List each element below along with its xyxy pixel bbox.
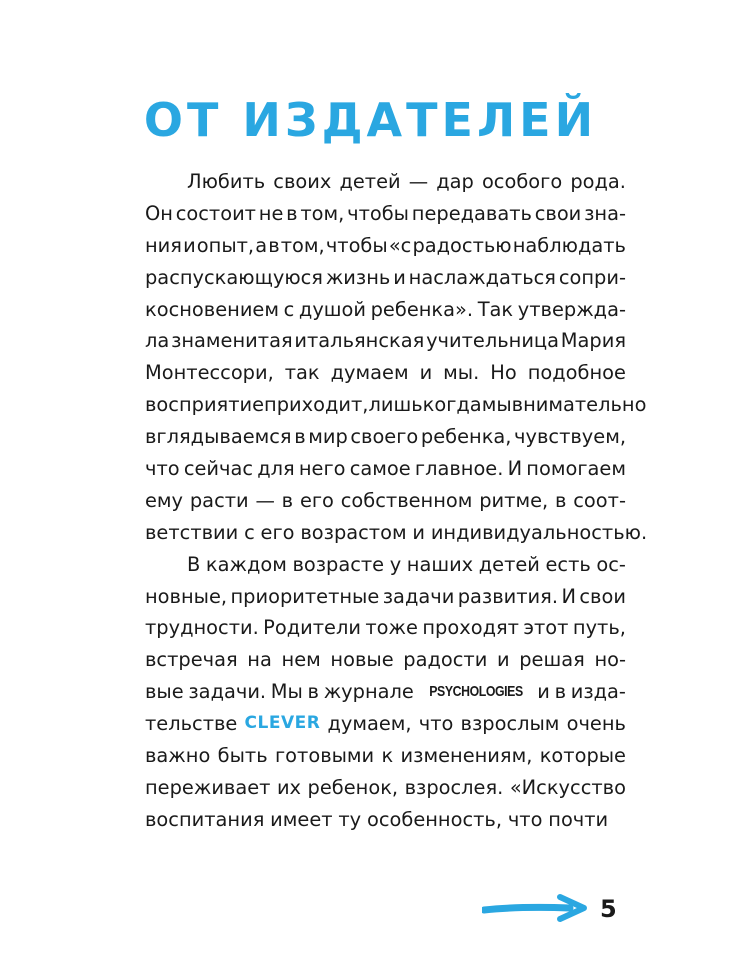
word: расти bbox=[189, 488, 249, 512]
word: возрастом bbox=[300, 520, 407, 544]
word: ла bbox=[145, 329, 170, 353]
word: имеет bbox=[270, 807, 333, 831]
word: косновением bbox=[145, 297, 279, 321]
word: индивидуальностью. bbox=[430, 520, 648, 544]
word: И bbox=[561, 584, 576, 608]
word: приходит, bbox=[264, 393, 369, 417]
word: очень bbox=[566, 712, 626, 736]
word: задачи bbox=[382, 584, 455, 608]
word: ребенок, bbox=[307, 775, 399, 799]
word: готовыми bbox=[274, 744, 375, 768]
text-line bbox=[145, 804, 626, 836]
body-text bbox=[145, 166, 648, 836]
word: важно bbox=[145, 744, 211, 768]
word: у bbox=[389, 552, 402, 576]
word: мир bbox=[308, 425, 348, 449]
word: «Искусство bbox=[509, 775, 626, 799]
word: итальянская bbox=[294, 329, 425, 353]
text-line bbox=[145, 198, 626, 230]
word: и bbox=[393, 265, 406, 289]
word: своих bbox=[273, 170, 332, 193]
word: к bbox=[381, 744, 394, 768]
word: думаем bbox=[330, 361, 409, 385]
word: Он bbox=[145, 201, 173, 225]
word: состоит bbox=[175, 201, 256, 225]
text-line bbox=[145, 644, 626, 676]
psychologies-logo: PSYCHOLOGIES bbox=[428, 683, 523, 701]
word: восприятие bbox=[145, 393, 265, 417]
word: для bbox=[257, 457, 295, 481]
text-line bbox=[145, 740, 626, 772]
word: «с bbox=[388, 233, 412, 257]
word: которые bbox=[539, 744, 626, 768]
text-line bbox=[145, 612, 626, 644]
word: ритме, bbox=[479, 488, 549, 512]
word: трудности. bbox=[145, 616, 259, 640]
word: что bbox=[507, 807, 543, 831]
text-line bbox=[145, 581, 626, 613]
text-line bbox=[145, 325, 626, 357]
word: Любить bbox=[187, 170, 266, 193]
word: новые bbox=[330, 648, 394, 672]
word: И bbox=[507, 457, 523, 481]
word: тельстве bbox=[145, 712, 238, 736]
text-line bbox=[145, 485, 626, 517]
word: в bbox=[281, 488, 294, 512]
word: мы. bbox=[443, 361, 480, 385]
word: него bbox=[298, 457, 346, 481]
word: и bbox=[412, 520, 426, 544]
word: распускающуюся bbox=[145, 265, 323, 289]
text-line bbox=[145, 708, 626, 740]
word: в bbox=[286, 201, 298, 225]
word: помогаем bbox=[526, 457, 626, 481]
word: опыт, bbox=[196, 233, 255, 257]
text-line bbox=[145, 772, 626, 804]
word: что bbox=[145, 457, 180, 481]
word: не bbox=[258, 201, 284, 225]
word: — bbox=[408, 170, 429, 193]
text-line bbox=[145, 421, 626, 453]
word: и bbox=[183, 233, 196, 257]
word: что bbox=[418, 712, 454, 736]
word: главное. bbox=[414, 457, 504, 481]
text-line bbox=[145, 294, 626, 326]
word: наблюдать bbox=[512, 233, 626, 257]
clever-logo: CLEVER bbox=[244, 713, 321, 734]
word: в bbox=[268, 233, 280, 257]
word: вые bbox=[145, 680, 184, 704]
word: изменениям, bbox=[400, 744, 533, 768]
word: сопри- bbox=[558, 265, 626, 289]
word: взрослея. bbox=[404, 775, 504, 799]
word: радости bbox=[403, 648, 488, 672]
word: ребенка, bbox=[420, 425, 512, 449]
word: чтобы bbox=[347, 201, 409, 225]
word: проходят bbox=[422, 616, 519, 640]
word: радостью bbox=[412, 233, 512, 257]
text-line bbox=[145, 262, 626, 294]
word: его bbox=[299, 488, 334, 512]
word: и bbox=[537, 680, 550, 704]
page-title: ОТ ИЗДАТЕЛЕЙ bbox=[143, 93, 598, 147]
word: свои bbox=[579, 584, 626, 608]
word: свои bbox=[534, 201, 582, 225]
word: Монтессори, bbox=[145, 361, 274, 385]
word: сейчас bbox=[183, 457, 254, 481]
word: воспитания bbox=[145, 807, 265, 831]
word: в bbox=[555, 488, 567, 512]
word: собственном bbox=[340, 488, 473, 512]
word: чтобы bbox=[325, 233, 388, 257]
text-line bbox=[145, 453, 626, 485]
word: почти bbox=[548, 807, 609, 831]
word: передавать bbox=[411, 201, 532, 225]
word: В bbox=[187, 552, 201, 576]
word: с bbox=[244, 520, 255, 544]
word: своего bbox=[350, 425, 419, 449]
word: том, bbox=[280, 233, 325, 257]
word: соот- bbox=[573, 488, 626, 512]
word: путь, bbox=[572, 616, 626, 640]
word: каждом bbox=[205, 552, 287, 576]
word: внимательно bbox=[511, 393, 647, 417]
word: ту bbox=[338, 807, 362, 831]
word: Мы bbox=[270, 680, 303, 704]
arrow-right-icon bbox=[482, 893, 588, 923]
word: новные, bbox=[145, 584, 228, 608]
word: дар bbox=[436, 170, 474, 193]
word: быть bbox=[217, 744, 268, 768]
word: учительница bbox=[426, 329, 560, 353]
word: вглядываемся bbox=[145, 425, 292, 449]
word: с bbox=[283, 297, 295, 321]
word: знаменитая bbox=[171, 329, 293, 353]
word: особого bbox=[481, 170, 563, 193]
word: есть bbox=[545, 552, 591, 576]
word: Мария bbox=[560, 329, 626, 353]
word: Но bbox=[490, 361, 517, 385]
word: ему bbox=[145, 488, 184, 512]
word: Так bbox=[477, 297, 514, 321]
word: наслаждаться bbox=[408, 265, 556, 289]
word: нем bbox=[281, 648, 321, 672]
word: в bbox=[554, 680, 567, 704]
word: утвержда- bbox=[517, 297, 626, 321]
text-line bbox=[145, 517, 648, 549]
word: чувствуем, bbox=[514, 425, 626, 449]
word: душой bbox=[298, 297, 366, 321]
word: думаем, bbox=[327, 712, 412, 736]
word: наших bbox=[406, 552, 474, 576]
word: журнале bbox=[323, 680, 414, 704]
word: взрослым bbox=[460, 712, 560, 736]
text-line bbox=[145, 389, 647, 421]
word: — bbox=[255, 488, 275, 512]
word: ос- bbox=[596, 552, 626, 576]
text-line bbox=[145, 549, 626, 581]
word: ветствии bbox=[145, 520, 239, 544]
word: особенность, bbox=[366, 807, 503, 831]
word: и bbox=[496, 648, 510, 672]
text-line bbox=[145, 357, 626, 389]
text-line bbox=[145, 676, 626, 708]
word: жизнь bbox=[325, 265, 391, 289]
word: рода. bbox=[570, 170, 626, 193]
page-number: 5 bbox=[600, 895, 617, 923]
word: этот bbox=[523, 616, 569, 640]
word: задачи. bbox=[188, 680, 267, 704]
word: развития. bbox=[457, 584, 558, 608]
word: ния bbox=[145, 233, 182, 257]
word: ребенка». bbox=[370, 297, 474, 321]
word: встречая bbox=[145, 648, 238, 672]
word: приоритетные bbox=[230, 584, 380, 608]
word: но- bbox=[594, 648, 626, 672]
word: изда- bbox=[570, 680, 626, 704]
word: детей bbox=[478, 552, 540, 576]
text-line bbox=[145, 230, 626, 262]
word: том, bbox=[300, 201, 345, 225]
word: в bbox=[307, 680, 319, 704]
word: когда bbox=[422, 393, 482, 417]
word: возрасте bbox=[292, 552, 385, 576]
word: зна- bbox=[584, 201, 626, 225]
text-line bbox=[145, 166, 626, 198]
word: его bbox=[260, 520, 295, 544]
word: а bbox=[255, 233, 268, 257]
word: на bbox=[247, 648, 272, 672]
word: лишь bbox=[368, 393, 423, 417]
word: переживает bbox=[145, 775, 271, 799]
word: в bbox=[294, 425, 306, 449]
word: Родители bbox=[263, 616, 361, 640]
word: тоже bbox=[365, 616, 418, 640]
word: так bbox=[284, 361, 320, 385]
word: и bbox=[419, 361, 433, 385]
word: решая bbox=[519, 648, 585, 672]
word: мы bbox=[481, 393, 512, 417]
word: самое bbox=[349, 457, 411, 481]
word: подобное bbox=[527, 361, 626, 385]
word: детей bbox=[339, 170, 401, 193]
word: их bbox=[276, 775, 302, 799]
